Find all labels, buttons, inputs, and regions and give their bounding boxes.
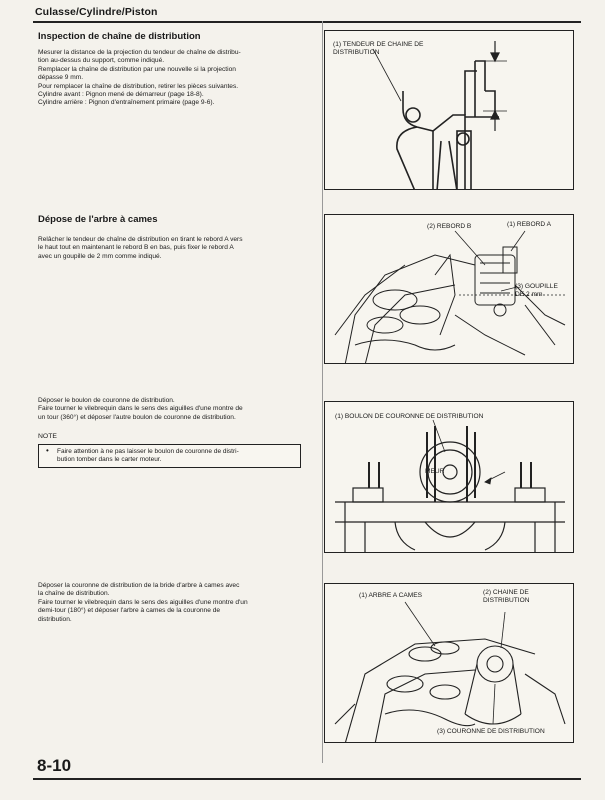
text-line: avec un goupille de 2 mm comme indiqué.: [38, 252, 162, 260]
label-chain-tensioner: (1) TENDEUR DE CHAINE DE DISTRIBUTION: [333, 41, 424, 56]
sprocket-bolt-illustration: [325, 402, 574, 553]
footer-rule: [33, 778, 581, 780]
text-line: Faire tourner le vilebrequin dans le sens des aiguilles d'une montre de: [38, 405, 243, 413]
section-title-camshaft-removal: Dépose de l'arbre à cames: [38, 214, 158, 225]
header-title: Culasse/Cylindre/Piston: [35, 6, 158, 18]
label-rebord-b: (2) REBORD B: [427, 223, 472, 230]
text-line: un tour (360°) et déposer l'autre boulon de couronne de distribution.: [38, 413, 236, 421]
label-timing-chain: (2) CHAINE DE DISTRIBUTION: [483, 589, 530, 604]
section-body-camshaft-removal: [38, 236, 306, 261]
text-line: Cylindre arrière : Pignon d'entraînement primaire (page 9-6).: [38, 99, 215, 107]
text-line: Déposer la couronne de distribution de la bride d'arbre à cames avec: [38, 582, 240, 589]
note-box: [38, 444, 301, 468]
label-cam-sprocket: (3) COURONNE DE DISTRIBUTION: [437, 728, 545, 735]
text-line: Cylindre avant : Pignon mené de démarreur (page 18-8).: [38, 91, 204, 99]
text-line: le haut tout en maintenant le rebord B en bas, puis fixer le rebord A: [38, 244, 234, 252]
figure-sprocket-bolt: [324, 401, 574, 553]
text-line: Remplacer la chaîne de distribution par une nouvelle si la projection: [38, 65, 236, 73]
text-line: Faire tourner le vilebrequin dans le sens des aiguilles d'une montre d'un: [38, 598, 248, 606]
note-bullet: •: [46, 446, 49, 455]
camshaft-illustration: [325, 584, 574, 743]
header-rule: [33, 21, 581, 23]
label-rebord-a: (1) REBORD A: [507, 221, 551, 228]
text-line: distribution.: [38, 615, 72, 623]
label-goupille: (3) GOUPILLE DE 2 mm: [515, 283, 558, 298]
column-divider: [322, 21, 323, 763]
text-line: demi-tour (180°) et déposer l'arbre à cames de la couronne de: [38, 607, 221, 615]
note-label: NOTE: [38, 433, 57, 440]
text-line: la chaîne de distribution.: [38, 590, 110, 598]
section-body-sprocket-removal: [38, 582, 306, 624]
label-sprocket-bolt: (1) BOULON DE COURONNE DE DISTRIBUTION: [335, 413, 484, 420]
label-index-mark: MEUR: [425, 468, 445, 475]
note-text: Faire attention à ne pas laisser le boulon de couronne de distri- bution tomber dans le carter moteur.: [57, 448, 239, 463]
section-body-sprocket-bolt: [38, 397, 306, 422]
text-line: Relâcher le tendeur de chaîne de distribution en tirant le rebord A vers: [38, 236, 243, 243]
figure-tensioner-lock: [324, 214, 574, 364]
text-line: Déposer le boulon de couronne de distribution.: [38, 397, 175, 404]
text-line: Mesurer la distance de la projection du tendeur de chaîne de distribu-: [38, 49, 241, 56]
figure-chain-tensioner: [324, 30, 574, 190]
page-number: 8-10: [37, 756, 72, 775]
text-line: tion au-dessus du support, comme indiqué.: [38, 57, 165, 65]
section-body-chain-inspection: [38, 49, 306, 108]
figure-camshaft: [324, 583, 574, 743]
text-line: dépasse 9 mm.: [38, 74, 84, 82]
text-line: Pour remplacer la chaîne de distribution, retirer les pièces suivantes.: [38, 82, 239, 90]
label-camshaft: (1) ARBRE A CAMES: [359, 592, 423, 599]
section-title-chain-inspection: Inspection de chaîne de distribution: [38, 31, 201, 42]
